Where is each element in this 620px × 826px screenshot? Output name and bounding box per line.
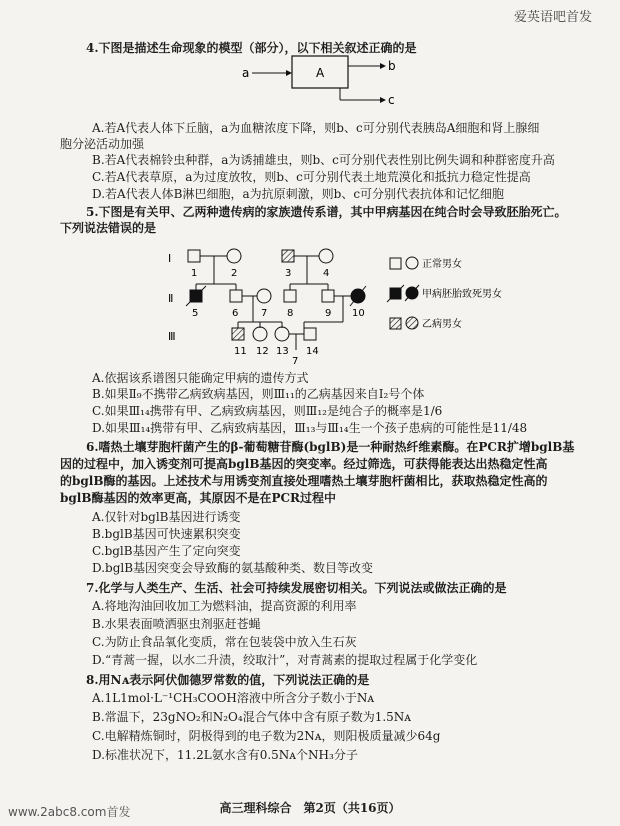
person-4 [319, 249, 333, 263]
pedigree-number-8: 8 [287, 308, 294, 319]
q4-option-a-line1: A.若A代表人体下丘脑，a为血糖浓度下降，则b、c可分别代表胰岛A细胞和肾上腺细 [92, 121, 540, 135]
legend-normal-male [390, 258, 401, 269]
q6-stem-line1: 6.嗜热土壤芽胞杆菌产生的β-葡萄糖苷酶(bglB)是一种耐热纤维素酶。在PCR扩增bglB基 [86, 440, 575, 454]
q4-option-c: C.若A代表草原，a为过度放牧，则b、c可分别代表土地荒漠化和抵抗力稳定性提高 [92, 170, 531, 184]
q7-option-b: B.水果表面喷洒驱虫剂驱赶苍蝇 [92, 617, 261, 631]
person-8 [284, 290, 296, 302]
pedigree-number-2: 2 [231, 268, 238, 279]
q4-option-b: B.若A代表棉铃虫种群，a为诱捕雄虫，则b、c可分别代表性别比例失调和种群密度升高 [92, 153, 555, 167]
gen-label-1: Ⅰ [168, 252, 172, 265]
gen-label-2: Ⅱ [168, 292, 174, 305]
gen-label-3: Ⅲ [168, 330, 176, 343]
pedigree-number-10: 10 [352, 308, 365, 319]
watermark-top: 爱英语吧首发 [513, 10, 592, 25]
pedigree-number-5: 5 [192, 308, 199, 319]
q5-stem-line2: 下列说法错误的是 [60, 221, 157, 235]
q6-stem-line2: 因的过程中，加入诱变剂可提高bglB基因的突变率。经过筛选，可获得能表达出热稳定性高 [60, 457, 548, 471]
pedigree-number-13: 13 [276, 346, 289, 357]
person-12 [253, 327, 267, 341]
person-6 [230, 290, 242, 302]
q6-option-d: D.bglB基因突变会导致酶的氨基酸种类、数目等改变 [92, 561, 374, 575]
pedigree-number-15: 7 [292, 356, 299, 366]
q4-output-c-label: c [388, 93, 395, 107]
legend-normal-female [406, 257, 418, 269]
q4-input-label: a [242, 66, 250, 80]
q5-option-a: A.依据该系谱图只能确定甲病的遗传方式 [92, 371, 309, 385]
person-13 [275, 327, 289, 341]
pedigree-number-7: 7 [261, 308, 268, 319]
legend-b-female [406, 317, 418, 329]
q5-option-d: D.如果Ⅲ₁₄携带有甲、乙病致病基因，Ⅲ₁₃与Ⅲ₁₄生一个孩子患病的可能性是11/48 [92, 421, 528, 435]
watermark-bottom: www.2abc8.com首发 [8, 805, 131, 819]
pedigree-number-1: 1 [191, 268, 198, 279]
q6-option-a: A.仅针对bglB基因进行诱变 [92, 510, 241, 524]
legend-normal-label: 正常男女 [422, 259, 462, 270]
person-14 [304, 328, 316, 340]
q8-option-a: A.1L1mol·L⁻¹CH₃COOH溶液中所含分子数小于Nᴀ [92, 691, 375, 705]
pedigree-number-11: 11 [234, 346, 247, 357]
pedigree-number-14: 14 [306, 346, 319, 357]
q5-option-b: B.如果Ⅱ₉不携带乙病致病基因，则Ⅲ₁₁的乙病基因来自Ⅰ₂号个体 [92, 387, 425, 401]
q6-stem-line3: 的bglB酶的基因。上述技术与用诱变剂直接处理嗜热土壤芽胞杆菌相比，获取热稳定性高的 [60, 474, 548, 488]
person-1 [188, 250, 200, 262]
q4-output-b-label: b [388, 59, 396, 73]
q4-box-label: A [316, 66, 325, 80]
q5-option-c: C.如果Ⅲ₁₄携带有甲、乙病致病基因，则Ⅲ₁₂是纯合子的概率是1/6 [92, 404, 443, 418]
q4-option-a-line2: 胞分泌活动加强 [60, 137, 145, 151]
person-2 [227, 249, 241, 263]
q8-option-d: D.标准状况下，11.2L氨水含有0.5Nᴀ个NH₃分子 [92, 748, 358, 762]
pedigree-number-12: 12 [256, 346, 269, 357]
person-11 [232, 328, 244, 340]
q7-stem: 7.化学与人类生产、生活、社会可持续发展密切相关。下列说法或做法正确的是 [86, 581, 507, 595]
q4-option-d: D.若A代表人体B淋巴细胞，a为抗原刺激，则b、c可分别代表抗体和记忆细胞 [92, 187, 505, 201]
q7-option-c: C.为防止食品氧化变质，常在包装袋中放入生石灰 [92, 635, 357, 649]
q5-stem-line1: 5.下图是有关甲、乙两种遗传病的家族遗传系谱，其中甲病基因在纯合时会导致胚胎死亡。 [86, 205, 567, 219]
q4-model-diagram [240, 54, 400, 110]
q4-stem: 4.下图是描述生命现象的模型（部分），以下相关叙述正确的是 [86, 41, 417, 55]
legend-b-male [390, 318, 401, 329]
q7-option-d: D.“青蒿一握，以水二升渍，绞取汁”，对青蒿素的提取过程属于化学变化 [92, 653, 478, 667]
person-3 [282, 250, 294, 262]
legend-b-label: 乙病男女 [422, 319, 462, 330]
person-7 [257, 289, 271, 303]
q8-option-c: C.电解精炼铜时，阴极得到的电子数为2Nᴀ，则阳极质量减少64g [92, 729, 441, 743]
page-footer: 高三理科综合 第2页（共16页） [219, 801, 401, 815]
q5-pedigree-chart [60, 240, 580, 366]
pedigree-number-6: 6 [232, 308, 239, 319]
legend-a-label: 甲病胚胎致死男女 [422, 289, 502, 300]
q8-option-b: B.常温下，23gNO₂和N₂O₄混合气体中含有原子数为1.5Nᴀ [92, 710, 412, 724]
q6-stem-line4: bglB酶基因的效率更高，其原因不是在PCR过程中 [60, 491, 337, 505]
q7-option-a: A.将地沟油回收加工为燃料油，提高资源的利用率 [92, 599, 357, 613]
pedigree-number-3: 3 [285, 268, 292, 279]
person-9 [322, 290, 334, 302]
q6-option-b: B.bglB基因可快速累积突变 [92, 527, 241, 541]
q6-option-c: C.bglB基因产生了定向突变 [92, 544, 241, 558]
pedigree-number-4: 4 [323, 268, 330, 279]
q8-stem: 8.用Nᴀ表示阿伏伽德罗常数的值，下列说法正确的是 [86, 673, 370, 687]
pedigree-number-9: 9 [325, 308, 332, 319]
